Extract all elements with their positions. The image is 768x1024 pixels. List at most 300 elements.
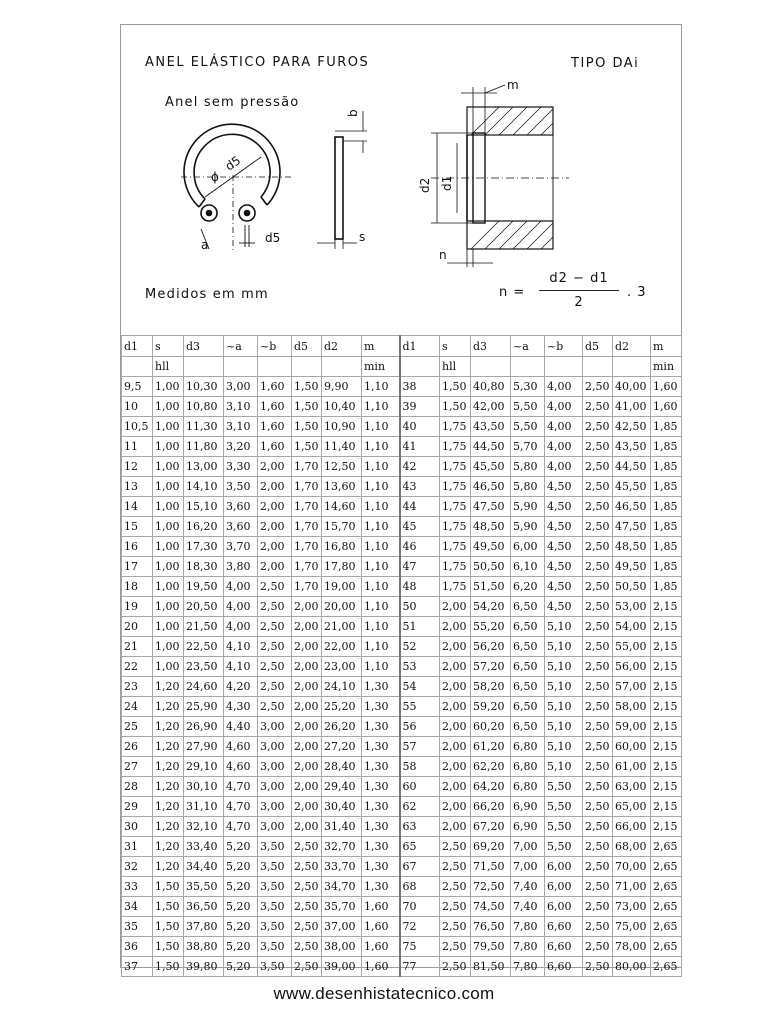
table-cell: 2,00 — [292, 737, 322, 757]
column-header: ~b — [258, 336, 292, 357]
table-cell: 2,50 — [583, 737, 613, 757]
formula-numerator: d2 − d1 — [549, 271, 609, 286]
table-cell: 17 — [122, 557, 153, 577]
table-cell: 2,50 — [583, 597, 613, 617]
table-cell: 1,85 — [651, 537, 682, 557]
table-cell: 1,70 — [292, 477, 322, 497]
table-cell: 2,50 — [440, 837, 471, 857]
table-cell: 2,50 — [292, 877, 322, 897]
table-cell: 43,50 — [471, 417, 511, 437]
table-cell: 2,15 — [651, 797, 682, 817]
table-cell: 55 — [400, 697, 440, 717]
table-cell: 4,50 — [545, 517, 583, 537]
table-cell: 1,10 — [362, 657, 400, 677]
column-subheader — [545, 357, 583, 377]
table-cell: 5,20 — [224, 957, 258, 977]
table-cell: 1,75 — [440, 437, 471, 457]
table-cell: 7,00 — [511, 857, 545, 877]
formula-lhs: n = — [499, 285, 526, 300]
table-cell: 35,50 — [184, 877, 224, 897]
table-cell: 50,50 — [471, 557, 511, 577]
table-cell: 2,50 — [583, 497, 613, 517]
table-cell: 30,10 — [184, 777, 224, 797]
table-cell: 1,75 — [440, 477, 471, 497]
table-cell: 4,00 — [545, 437, 583, 457]
column-subheader — [583, 357, 613, 377]
table-cell: 2,15 — [651, 757, 682, 777]
table-cell: 3,20 — [224, 437, 258, 457]
table-cell: 5,30 — [511, 377, 545, 397]
table-cell: 67,20 — [471, 817, 511, 837]
table-cell: 1,10 — [362, 517, 400, 537]
table-cell: 2,15 — [651, 717, 682, 737]
table-row — [122, 877, 682, 897]
table-cell: 48 — [400, 577, 440, 597]
table-row — [122, 537, 682, 557]
table-cell: 21,50 — [184, 617, 224, 637]
table-cell: 38,00 — [322, 937, 362, 957]
table-cell: 16,20 — [184, 517, 224, 537]
table-cell: 1,00 — [153, 617, 184, 637]
table-cell: 2,50 — [292, 837, 322, 857]
table-cell: 19,00 — [322, 577, 362, 597]
table-cell: 12,50 — [322, 457, 362, 477]
table-cell: 5,20 — [224, 937, 258, 957]
table-cell: 1,10 — [362, 397, 400, 417]
table-cell: 57,00 — [613, 677, 651, 697]
table-cell: 5,70 — [511, 437, 545, 457]
table-cell: 1,10 — [362, 457, 400, 477]
table-cell: 22,00 — [322, 637, 362, 657]
table-cell: 37 — [122, 957, 153, 977]
drawing-area — [121, 25, 681, 335]
table-row — [122, 817, 682, 837]
table-row — [122, 857, 682, 877]
table-cell: 2,65 — [651, 897, 682, 917]
table-cell: 2,50 — [292, 957, 322, 977]
table-cell: 2,15 — [651, 677, 682, 697]
table-cell: 1,20 — [153, 677, 184, 697]
column-subheader — [613, 357, 651, 377]
table-cell: 1,20 — [153, 857, 184, 877]
column-subheader — [471, 357, 511, 377]
table-row — [122, 917, 682, 937]
table-cell: 2,50 — [583, 437, 613, 457]
table-cell: 2,50 — [583, 477, 613, 497]
table-cell: 1,00 — [153, 517, 184, 537]
subheader-row — [122, 357, 682, 377]
table-cell: 1,00 — [153, 417, 184, 437]
table-cell: 4,50 — [545, 557, 583, 577]
table-cell: 1,20 — [153, 737, 184, 757]
table-cell: 2,50 — [583, 377, 613, 397]
table-cell: 21,00 — [322, 617, 362, 637]
table-cell: 3,50 — [258, 937, 292, 957]
table-cell: 2,00 — [292, 617, 322, 637]
table-cell: 10 — [122, 397, 153, 417]
table-cell: 1,30 — [362, 717, 400, 737]
table-cell: 5,50 — [545, 837, 583, 857]
table-row — [122, 477, 682, 497]
table-cell: 25 — [122, 717, 153, 737]
table-cell: 5,50 — [511, 417, 545, 437]
table-cell: 2,50 — [583, 557, 613, 577]
column-header: ~b — [545, 336, 583, 357]
d1-label: d1 — [440, 175, 454, 191]
table-cell: 2,50 — [292, 917, 322, 937]
table-cell: 1,30 — [362, 677, 400, 697]
column-header: d5 — [292, 336, 322, 357]
table-row — [122, 937, 682, 957]
table-cell: 6,60 — [545, 957, 583, 977]
footer-url: www.desenhistatecnico.com — [273, 984, 495, 1003]
table-cell: 22,50 — [184, 637, 224, 657]
table-cell: 4,70 — [224, 797, 258, 817]
table-cell: 40,80 — [471, 377, 511, 397]
table-cell: 19 — [122, 597, 153, 617]
table-cell: 1,50 — [292, 397, 322, 417]
table-cell: 2,00 — [292, 697, 322, 717]
table-cell: 3,30 — [224, 457, 258, 477]
table-cell: 1,60 — [258, 377, 292, 397]
table-cell: 33 — [122, 877, 153, 897]
table-cell: 67 — [400, 857, 440, 877]
table-cell: 4,50 — [545, 577, 583, 597]
table-cell: 2,50 — [583, 797, 613, 817]
table-cell: 1,85 — [651, 557, 682, 577]
table-cell: 37,80 — [184, 917, 224, 937]
column-header: d3 — [184, 336, 224, 357]
table-cell: 49,50 — [471, 537, 511, 557]
table-cell: 7,40 — [511, 877, 545, 897]
table-cell: 1,30 — [362, 837, 400, 857]
table-cell: 2,50 — [583, 817, 613, 837]
table-cell: 53,00 — [613, 597, 651, 617]
table-cell: 69,20 — [471, 837, 511, 857]
table-cell: 1,60 — [258, 397, 292, 417]
table-cell: 1,50 — [153, 897, 184, 917]
table-cell: 4,10 — [224, 657, 258, 677]
column-subheader — [511, 357, 545, 377]
table-cell: 63,00 — [613, 777, 651, 797]
table-cell: 2,15 — [651, 817, 682, 837]
table-cell: 55,00 — [613, 637, 651, 657]
table-cell: 72 — [400, 917, 440, 937]
table-cell: 1,20 — [153, 697, 184, 717]
table-row — [122, 377, 682, 397]
table-cell: 2,15 — [651, 597, 682, 617]
table-cell: 5,90 — [511, 497, 545, 517]
table-cell: 60 — [400, 777, 440, 797]
table-cell: 46,50 — [613, 497, 651, 517]
table-cell: 1,75 — [440, 557, 471, 577]
table-cell: 2,50 — [258, 617, 292, 637]
table-cell: 1,85 — [651, 477, 682, 497]
table-cell: 20 — [122, 617, 153, 637]
table-cell: 2,00 — [440, 597, 471, 617]
table-cell: 7,80 — [511, 937, 545, 957]
table-row — [122, 717, 682, 737]
table-cell: 1,00 — [153, 537, 184, 557]
table-cell: 13,60 — [322, 477, 362, 497]
table-cell: 1,00 — [153, 477, 184, 497]
table-cell: 71,00 — [613, 877, 651, 897]
table-cell: 11,80 — [184, 437, 224, 457]
table-cell: 43,50 — [613, 437, 651, 457]
table-cell: 2,50 — [583, 677, 613, 697]
table-cell: 2,00 — [258, 517, 292, 537]
table-cell: 5,20 — [224, 877, 258, 897]
table-cell: 1,75 — [440, 577, 471, 597]
table-row — [122, 797, 682, 817]
column-subheader — [184, 357, 224, 377]
table-cell: 5,10 — [545, 757, 583, 777]
table-cell: 37,00 — [322, 917, 362, 937]
table-cell: 1,60 — [258, 417, 292, 437]
table-cell: 3,00 — [258, 737, 292, 757]
table-cell: 4,30 — [224, 697, 258, 717]
table-cell: 38,80 — [184, 937, 224, 957]
table-cell: 17,30 — [184, 537, 224, 557]
table-cell: 41 — [400, 437, 440, 457]
n-label: n — [439, 248, 447, 262]
b-label: b — [346, 109, 360, 117]
table-cell: 1,00 — [153, 397, 184, 417]
table-row — [122, 757, 682, 777]
table-row — [122, 897, 682, 917]
table-cell: 5,10 — [545, 717, 583, 737]
table-cell: 13,00 — [184, 457, 224, 477]
table-cell: 33,70 — [322, 857, 362, 877]
table-cell: 36,50 — [184, 897, 224, 917]
table-cell: 58,00 — [613, 697, 651, 717]
table-cell: 77 — [400, 957, 440, 977]
table-cell: 10,30 — [184, 377, 224, 397]
table-cell: 57,20 — [471, 657, 511, 677]
phi-label: ϕ — [211, 170, 219, 184]
table-cell: 4,00 — [545, 457, 583, 477]
table-cell: 24,10 — [322, 677, 362, 697]
table-cell: 10,5 — [122, 417, 153, 437]
table-cell: 60,00 — [613, 737, 651, 757]
table-cell: 1,75 — [440, 417, 471, 437]
column-header: d5 — [583, 336, 613, 357]
table-row — [122, 417, 682, 437]
table-cell: 2,65 — [651, 877, 682, 897]
table-cell: 6,50 — [511, 717, 545, 737]
table-cell: 1,85 — [651, 417, 682, 437]
table-cell: 1,75 — [440, 517, 471, 537]
table-cell: 16,80 — [322, 537, 362, 557]
column-header: d2 — [322, 336, 362, 357]
table-cell: 2,50 — [583, 637, 613, 657]
table-cell: 1,50 — [440, 377, 471, 397]
table-cell: 3,80 — [224, 557, 258, 577]
table-cell: 6,00 — [511, 537, 545, 557]
d5-bottom-label: d5 — [265, 231, 281, 245]
table-cell: 6,20 — [511, 577, 545, 597]
table-cell: 66,20 — [471, 797, 511, 817]
table-cell: 1,30 — [362, 817, 400, 837]
table-cell: 6,60 — [545, 917, 583, 937]
table-cell: 2,50 — [583, 777, 613, 797]
table-cell: 61,00 — [613, 757, 651, 777]
table-cell: 51 — [400, 617, 440, 637]
column-subheader — [292, 357, 322, 377]
table-cell: 24 — [122, 697, 153, 717]
table-cell: 3,50 — [224, 477, 258, 497]
table-cell: 1,75 — [440, 497, 471, 517]
snap-ring-side-view — [317, 111, 367, 249]
table-cell: 6,50 — [511, 617, 545, 637]
table-cell: 2,00 — [258, 457, 292, 477]
table-cell: 2,15 — [651, 657, 682, 677]
table-cell: 3,50 — [258, 957, 292, 977]
table-cell: 9,90 — [322, 377, 362, 397]
table-cell: 2,50 — [583, 897, 613, 917]
column-header: d3 — [471, 336, 511, 357]
table-cell: 5,80 — [511, 457, 545, 477]
table-cell: 1,60 — [258, 437, 292, 457]
table-cell: 32,70 — [322, 837, 362, 857]
table-cell: 66,00 — [613, 817, 651, 837]
table-cell: 2,00 — [292, 777, 322, 797]
table-cell: 2,50 — [258, 637, 292, 657]
d5-top-label: d5 — [222, 153, 244, 174]
table-cell: 4,10 — [224, 637, 258, 657]
table-cell: 7,80 — [511, 917, 545, 937]
table-cell: 15,10 — [184, 497, 224, 517]
table-cell: 17,80 — [322, 557, 362, 577]
table-cell: 4,60 — [224, 737, 258, 757]
table-cell: 1,20 — [153, 717, 184, 737]
table-cell: 14,60 — [322, 497, 362, 517]
table-cell: 6,60 — [545, 937, 583, 957]
table-cell: 48,50 — [471, 517, 511, 537]
table-cell: 1,10 — [362, 377, 400, 397]
table-cell: 79,50 — [471, 937, 511, 957]
table-cell: 4,00 — [545, 397, 583, 417]
table-cell: 20,00 — [322, 597, 362, 617]
table-cell: 2,50 — [440, 877, 471, 897]
table-cell: 3,00 — [224, 377, 258, 397]
table-row — [122, 437, 682, 457]
table-cell: 2,00 — [258, 497, 292, 517]
column-subheader: min — [651, 357, 682, 377]
table-cell: 1,70 — [292, 557, 322, 577]
table-cell: 48,50 — [613, 537, 651, 557]
table-cell: 18,30 — [184, 557, 224, 577]
table-row — [122, 397, 682, 417]
table-cell: 6,90 — [511, 817, 545, 837]
table-cell: 49,50 — [613, 557, 651, 577]
table-cell: 24,60 — [184, 677, 224, 697]
table-cell: 1,50 — [153, 917, 184, 937]
table-cell: 1,10 — [362, 577, 400, 597]
table-cell: 45,50 — [471, 457, 511, 477]
table-cell: 5,10 — [545, 697, 583, 717]
table-cell: 51,50 — [471, 577, 511, 597]
table-cell: 4,50 — [545, 597, 583, 617]
table-cell: 1,60 — [362, 957, 400, 977]
table-cell: 64,20 — [471, 777, 511, 797]
table-cell: 2,50 — [258, 597, 292, 617]
table-cell: 47,50 — [613, 517, 651, 537]
table-cell: 2,50 — [583, 657, 613, 677]
table-cell: 46 — [400, 537, 440, 557]
table-cell: 1,10 — [362, 637, 400, 657]
table-cell: 1,85 — [651, 457, 682, 477]
table-cell: 76,50 — [471, 917, 511, 937]
table-cell: 2,50 — [440, 957, 471, 977]
table-cell: 1,10 — [362, 557, 400, 577]
table-cell: 25,90 — [184, 697, 224, 717]
table-cell: 26,20 — [322, 717, 362, 737]
table-cell: 2,00 — [292, 717, 322, 737]
table-cell: 1,85 — [651, 517, 682, 537]
table-cell: 1,10 — [362, 537, 400, 557]
table-row — [122, 697, 682, 717]
table-cell: 5,20 — [224, 857, 258, 877]
table-cell: 2,50 — [440, 857, 471, 877]
column-subheader — [400, 357, 440, 377]
table-cell: 1,00 — [153, 457, 184, 477]
table-cell: 1,10 — [362, 597, 400, 617]
formula-fraction-bar — [539, 290, 619, 291]
table-cell: 34,70 — [322, 877, 362, 897]
s-label: s — [359, 230, 366, 244]
table-cell: 5,50 — [511, 397, 545, 417]
header-row — [122, 336, 682, 357]
table-cell: 4,00 — [224, 617, 258, 637]
table-cell: 39 — [400, 397, 440, 417]
table-cell: 2,65 — [651, 857, 682, 877]
table-cell: 6,50 — [511, 637, 545, 657]
table-cell: 1,00 — [153, 657, 184, 677]
table-cell: 3,50 — [258, 837, 292, 857]
table-cell: 47 — [400, 557, 440, 577]
table-cell: 44 — [400, 497, 440, 517]
table-cell: 78,00 — [613, 937, 651, 957]
column-subheader: hll — [153, 357, 184, 377]
column-subheader: min — [362, 357, 400, 377]
table-cell: 1,50 — [292, 417, 322, 437]
table-cell: 5,10 — [545, 657, 583, 677]
table-cell: 26 — [122, 737, 153, 757]
table-cell: 40 — [400, 417, 440, 437]
table-cell: 2,65 — [651, 937, 682, 957]
table-cell: 2,50 — [583, 857, 613, 877]
table-cell: 2,00 — [258, 557, 292, 577]
table-cell: 5,90 — [511, 517, 545, 537]
table-cell: 1,70 — [292, 457, 322, 477]
table-cell: 6,00 — [545, 897, 583, 917]
table-cell: 4,00 — [545, 377, 583, 397]
table-cell: 3,50 — [258, 917, 292, 937]
table-cell: 2,00 — [440, 817, 471, 837]
table-cell: 1,20 — [153, 797, 184, 817]
table-cell: 3,00 — [258, 757, 292, 777]
table-cell: 2,50 — [583, 577, 613, 597]
table-cell: 1,00 — [153, 637, 184, 657]
units-note: Medidos em mm — [145, 287, 269, 302]
table-cell: 56 — [400, 717, 440, 737]
table-cell: 1,70 — [292, 497, 322, 517]
table-cell: 2,00 — [440, 777, 471, 797]
table-cell: 6,50 — [511, 677, 545, 697]
table-cell: 29,10 — [184, 757, 224, 777]
table-cell: 53 — [400, 657, 440, 677]
